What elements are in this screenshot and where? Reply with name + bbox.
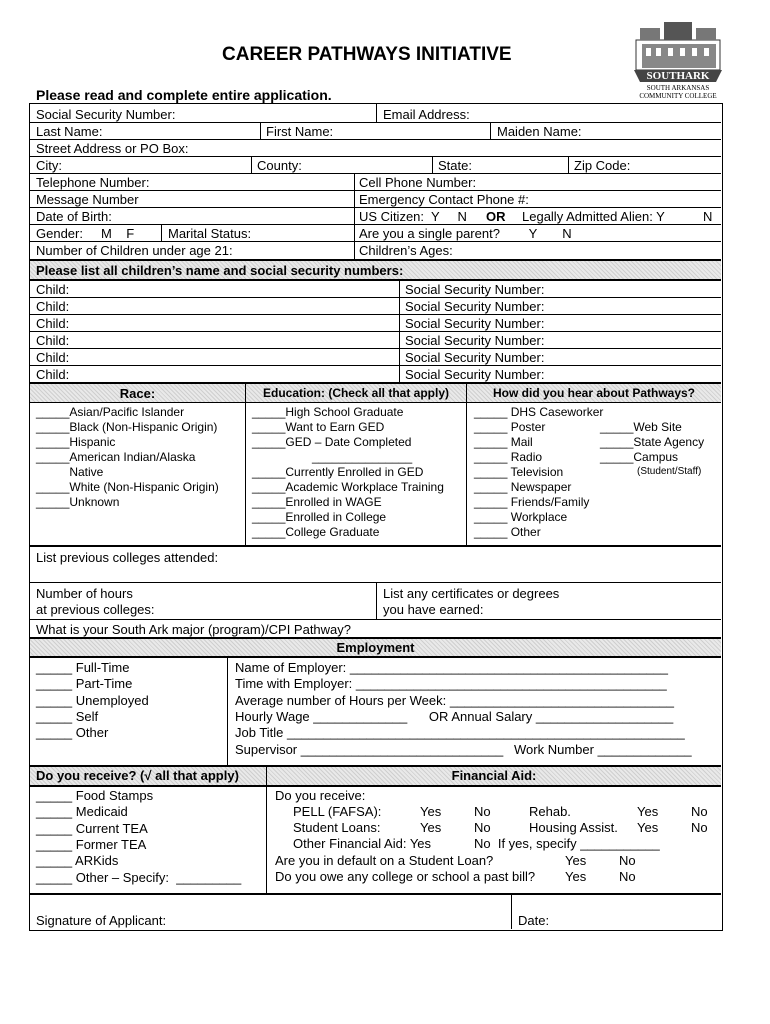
receive-option[interactable]: _____ Food Stamps: [36, 788, 154, 803]
education-option[interactable]: _____Enrolled in WAGE: [252, 495, 382, 509]
employment-detail-field[interactable]: Time with Employer: ___________________________________________: [235, 676, 667, 692]
instructions: Please read and complete entire application.: [36, 87, 332, 103]
education-option[interactable]: _____College Graduate: [252, 525, 380, 539]
race-option[interactable]: _____White (Non-Hispanic Origin): [36, 480, 219, 494]
owe-no[interactable]: No: [619, 869, 636, 884]
college-logo: [628, 12, 728, 102]
previous-colleges-label[interactable]: List previous colleges attended:: [36, 550, 219, 565]
education-header: Education: (Check all that apply): [262, 386, 450, 400]
alien-label[interactable]: Legally Admitted Alien: Y: [522, 209, 665, 224]
race-option[interactable]: _____American Indian/Alaska: [36, 450, 196, 464]
citizen-label[interactable]: US Citizen: Y N: [359, 209, 467, 224]
receive-option[interactable]: _____ Former TEA: [36, 836, 147, 852]
major-label[interactable]: What is your South Ark major (program)/CPI Pathway?: [36, 622, 352, 637]
gender-label[interactable]: Gender: M F: [36, 226, 135, 241]
logo-line2: COMMUNITY COLLEGE: [639, 92, 717, 100]
child-name-field[interactable]: Child:: [36, 282, 70, 297]
rehab-no[interactable]: No: [691, 804, 708, 819]
rehab-label: Rehab.: [529, 804, 571, 819]
county-label[interactable]: County:: [257, 158, 302, 173]
child-name-field[interactable]: Child:: [36, 316, 70, 331]
receive-option[interactable]: _____ Medicaid: [36, 804, 128, 820]
child-ssn-field[interactable]: Social Security Number:: [405, 333, 545, 348]
last-name-label[interactable]: Last Name:: [36, 124, 103, 139]
housing-no[interactable]: No: [691, 820, 708, 835]
cell-label[interactable]: Cell Phone Number:: [359, 175, 477, 190]
other-aid-label[interactable]: Other Financial Aid: Yes: [293, 836, 432, 851]
housing-yes[interactable]: Yes: [637, 820, 659, 835]
employment-status-option[interactable]: _____ Part-Time: [36, 676, 133, 692]
employment-status-option[interactable]: _____ Unemployed: [36, 692, 149, 708]
child-name-field[interactable]: Child:: [36, 367, 70, 382]
employment-status-option[interactable]: _____ Full-Time: [36, 660, 130, 675]
hear-option[interactable]: _____ Workplace: [474, 510, 568, 524]
logo-brand: SOUTHARK: [646, 70, 710, 82]
alien-n-label[interactable]: N: [703, 209, 713, 224]
employment-header: Employment: [336, 640, 415, 655]
financial-intro: Do you receive:: [275, 788, 366, 803]
hear-option[interactable]: _____ Television: [474, 465, 564, 479]
emergency-label[interactable]: Emergency Contact Phone #:: [359, 192, 529, 207]
education-option[interactable]: _____Academic Workplace Training: [252, 480, 444, 494]
child-name-field[interactable]: Child:: [36, 333, 70, 348]
race-option[interactable]: Native: [36, 465, 104, 479]
child-ssn-field[interactable]: Social Security Number:: [405, 299, 545, 314]
telephone-label[interactable]: Telephone Number:: [36, 175, 150, 190]
or-label: OR: [486, 209, 506, 224]
children-ages-label[interactable]: Children’s Ages:: [359, 243, 453, 258]
message-label[interactable]: Message Number: [36, 192, 139, 207]
race-header: Race:: [119, 386, 156, 401]
race-option[interactable]: _____Unknown: [36, 495, 120, 509]
hear-extra-option[interactable]: _____Campus: [600, 450, 679, 464]
education-option[interactable]: _____Want to Earn GED: [252, 420, 385, 434]
single-parent-label[interactable]: Are you a single parent? Y N: [359, 226, 572, 241]
rehab-yes[interactable]: Yes: [637, 804, 659, 819]
default-no[interactable]: No: [619, 853, 636, 868]
hear-option[interactable]: _____ Poster: [474, 420, 546, 434]
hear-option[interactable]: _____ Other: [474, 525, 541, 539]
education-option[interactable]: _____High School Graduate: [252, 405, 404, 419]
children-header: Please list all children’s name and social security numbers:: [36, 263, 404, 278]
pell-no[interactable]: No: [474, 804, 491, 819]
loans-no[interactable]: No: [474, 820, 491, 835]
street-label[interactable]: Street Address or PO Box:: [36, 141, 189, 156]
signature-label[interactable]: Signature of Applicant:: [36, 913, 167, 928]
employment-detail-field[interactable]: Job Title _______________________________________________________: [235, 725, 685, 741]
employment-detail-field[interactable]: Name of Employer: ____________________________________________: [235, 660, 668, 675]
hear-option[interactable]: _____ DHS Caseworker: [474, 405, 604, 419]
race-option[interactable]: _____Asian/Pacific Islander: [36, 405, 185, 419]
pell-label: PELL (FAFSA):: [293, 804, 382, 819]
hear-extra-note: (Student/Staff): [637, 466, 702, 477]
employment-detail-field[interactable]: Average number of Hours per Week: _______________________________: [235, 692, 674, 708]
hear-extra-option[interactable]: _____Web Site: [600, 420, 682, 434]
certs-label-1[interactable]: List any certificates or degrees: [383, 586, 560, 601]
education-option[interactable]: _____Currently Enrolled in GED: [252, 465, 424, 479]
education-option[interactable]: _____GED – Date Completed: [252, 435, 412, 449]
hear-option[interactable]: _____ Friends/Family: [474, 495, 590, 509]
hours-label-1[interactable]: Number of hours: [36, 586, 133, 601]
child-ssn-field[interactable]: Social Security Number:: [405, 367, 545, 382]
child-name-field[interactable]: Child:: [36, 299, 70, 314]
dob-label[interactable]: Date of Birth:: [36, 209, 112, 224]
child-ssn-field[interactable]: Social Security Number:: [405, 316, 545, 331]
first-name-label[interactable]: First Name:: [266, 124, 334, 139]
city-label[interactable]: City:: [36, 158, 62, 173]
email-label[interactable]: Email Address:: [383, 107, 470, 122]
loans-label: Student Loans:: [293, 820, 381, 835]
state-label[interactable]: State:: [438, 158, 472, 173]
children-count-label[interactable]: Number of Children under age 21:: [36, 243, 233, 258]
race-option[interactable]: _____Hispanic: [36, 435, 116, 449]
marital-label[interactable]: Marital Status:: [168, 226, 252, 241]
hear-option[interactable]: _____ Radio: [474, 450, 543, 464]
hear-extra-option[interactable]: _____State Agency: [600, 435, 705, 449]
default-question: Are you in default on a Student Loan?: [275, 853, 494, 868]
default-yes[interactable]: Yes: [565, 853, 587, 868]
hear-option[interactable]: _____ Newspaper: [474, 480, 572, 494]
child-name-field[interactable]: Child:: [36, 350, 70, 365]
financial-header: Financial Aid:: [451, 768, 537, 783]
pell-yes[interactable]: Yes: [420, 804, 442, 819]
hear-header: How did you hear about Pathways?: [492, 386, 696, 400]
receive-header: Do you receive? (√ all that apply): [36, 768, 239, 783]
education-option[interactable]: _______________: [252, 450, 413, 464]
hours-label-2[interactable]: at previous colleges:: [36, 602, 155, 617]
employment-status-option[interactable]: _____ Other: [36, 725, 109, 741]
housing-label: Housing Assist.: [529, 820, 618, 835]
zip-label[interactable]: Zip Code:: [574, 158, 631, 173]
receive-option[interactable]: _____ Current TEA: [36, 820, 148, 836]
ssn-label[interactable]: Social Security Number:: [36, 107, 176, 122]
child-ssn-field[interactable]: Social Security Number:: [405, 282, 545, 297]
owe-yes[interactable]: Yes: [565, 869, 587, 884]
employment-status-option[interactable]: _____ Self: [36, 708, 99, 724]
certs-label-2[interactable]: you have earned:: [383, 602, 484, 617]
owe-question: Do you owe any college or school a past bill?: [275, 869, 536, 884]
employment-detail-field[interactable]: Hourly Wage _____________ OR Annual Salary ___________________: [235, 708, 674, 724]
receive-option[interactable]: _____ ARKids: [36, 853, 119, 869]
date-label[interactable]: Date:: [518, 913, 550, 928]
loans-yes[interactable]: Yes: [420, 820, 442, 835]
page-title: CAREER PATHWAYS INITIATIVE: [222, 44, 512, 65]
receive-option[interactable]: _____ Other – Specify: _________: [36, 869, 242, 885]
race-option[interactable]: _____Black (Non-Hispanic Origin): [36, 420, 218, 434]
hear-option[interactable]: _____ Mail: [474, 435, 533, 449]
maiden-name-label[interactable]: Maiden Name:: [497, 124, 582, 139]
logo-line1: SOUTH ARKANSAS: [646, 84, 710, 92]
education-option[interactable]: _____Enrolled in College: [252, 510, 387, 524]
employment-detail-field[interactable]: Supervisor ____________________________ Work Number _____________: [235, 741, 692, 757]
child-ssn-field[interactable]: Social Security Number:: [405, 350, 545, 365]
other-aid-no[interactable]: No If yes, specify ___________: [474, 836, 660, 851]
